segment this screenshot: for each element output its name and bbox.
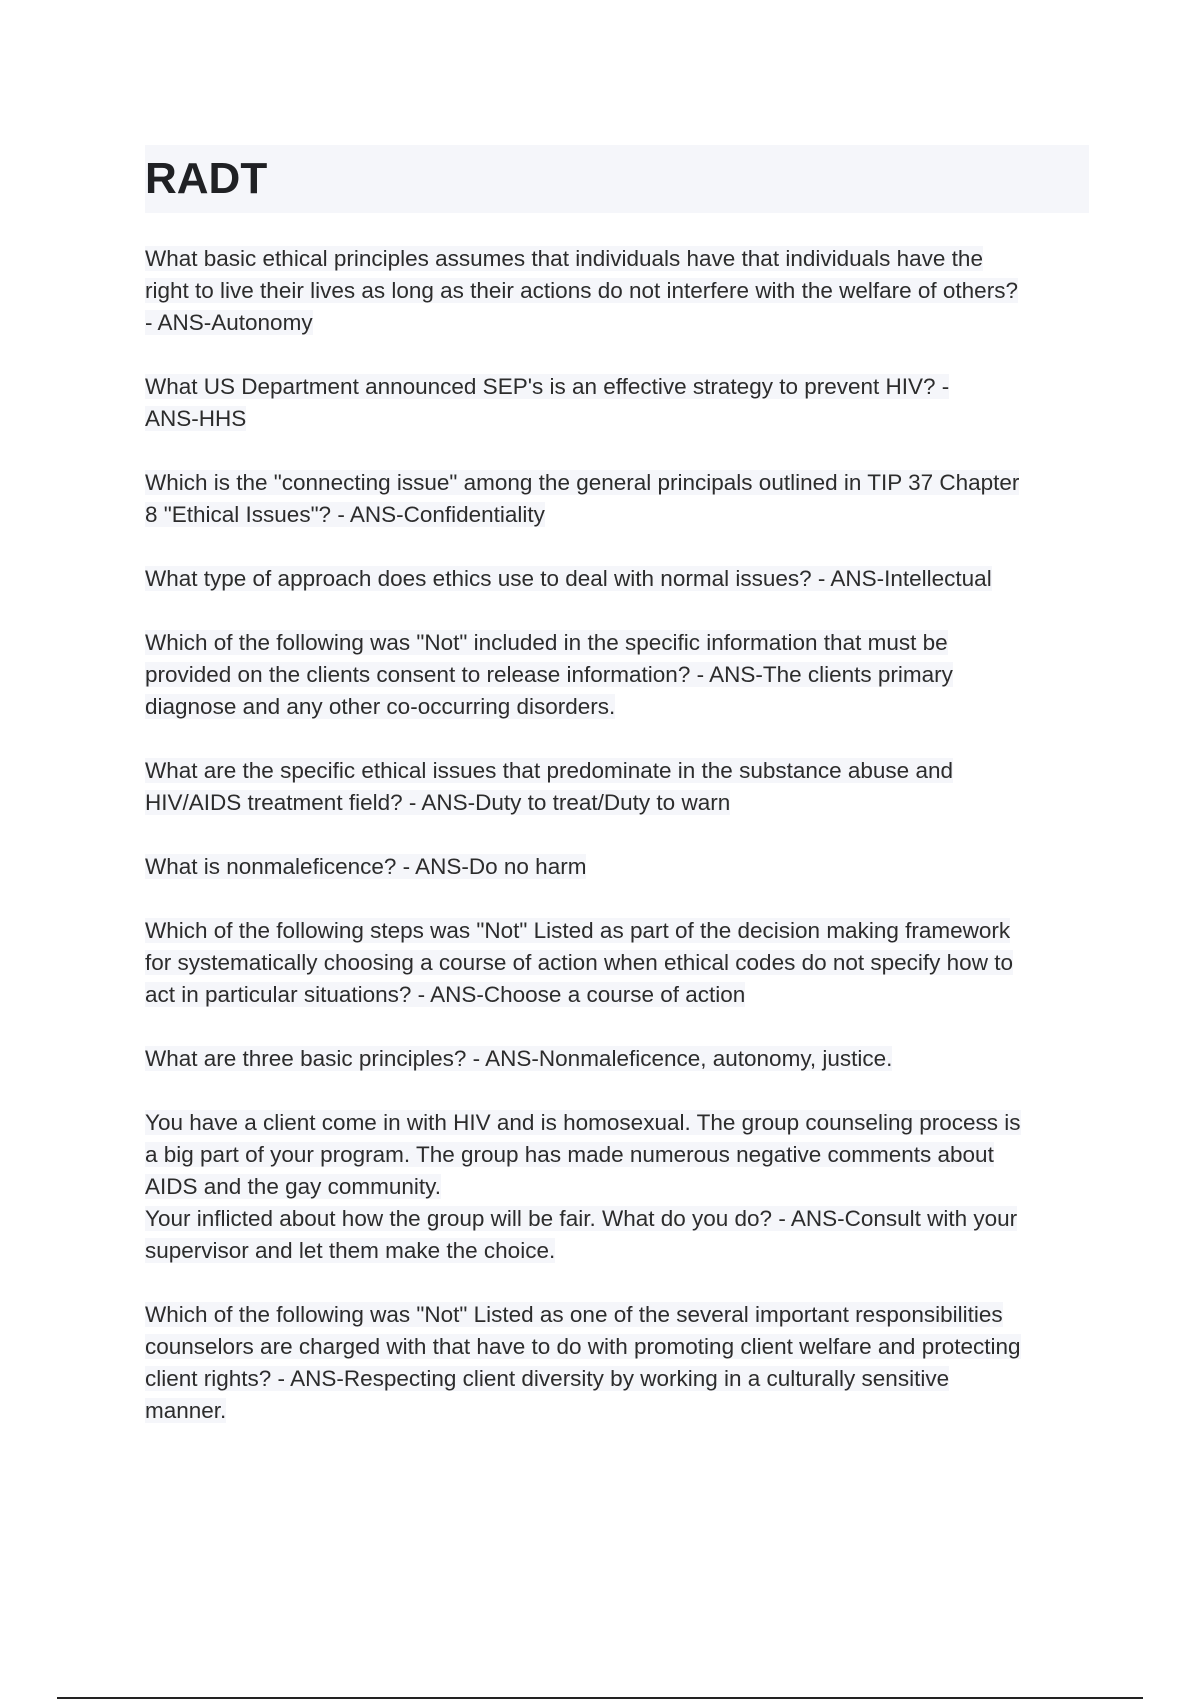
qa-line: counselors are charged with that have to do with promoting client welfare and protecting <box>145 1334 1021 1359</box>
qa-line: client rights? - ANS-Respecting client diversity by working in a culturally sensitive <box>145 1366 950 1391</box>
qa-line: provided on the clients consent to release information? - ANS-The clients primary <box>145 662 953 687</box>
qa-line: What are the specific ethical issues that predominate in the substance abuse and <box>145 758 953 783</box>
footer-rule <box>57 1697 1143 1699</box>
qa-item <box>145 1107 1089 1267</box>
qa-line: What type of approach does ethics use to deal with normal issues? - ANS-Intellectual <box>145 566 992 591</box>
qa-line: 8 "Ethical Issues"? - ANS-Confidentiality <box>145 502 545 527</box>
qa-item <box>145 1299 1089 1427</box>
qa-line: Which of the following steps was "Not" Listed as part of the decision making framework <box>145 918 1011 943</box>
qa-item <box>145 915 1089 1011</box>
qa-item <box>145 1043 1089 1075</box>
qa-item <box>145 563 1089 595</box>
qa-line: a big part of your program. The group has made numerous negative comments about <box>145 1142 994 1167</box>
qa-line: HIV/AIDS treatment field? - ANS-Duty to treat/Duty to warn <box>145 790 731 815</box>
qa-item <box>145 627 1089 723</box>
qa-line: What are three basic principles? - ANS-Nonmaleficence, autonomy, justice. <box>145 1046 893 1071</box>
qa-line: diagnose and any other co-occurring disorders. <box>145 694 616 719</box>
title-bar <box>145 145 1089 213</box>
qa-line: - ANS-Autonomy <box>145 310 313 335</box>
qa-line: supervisor and let them make the choice. <box>145 1238 556 1263</box>
qa-item <box>145 243 1089 339</box>
qa-item <box>145 755 1089 819</box>
qa-line: Your inflicted about how the group will be fair. What do you do? - ANS-Consult with your <box>145 1206 1018 1231</box>
qa-line: ANS-HHS <box>145 406 247 431</box>
qa-line: What basic ethical principles assumes that individuals have that individuals have the <box>145 246 983 271</box>
qa-line: Which is the "connecting issue" among the general principals outlined in TIP 37 Chapter <box>145 470 1020 495</box>
qa-line: act in particular situations? - ANS-Choose a course of action <box>145 982 746 1007</box>
qa-item <box>145 371 1089 435</box>
qa-line: You have a client come in with HIV and is homosexual. The group counseling process is <box>145 1110 1021 1135</box>
qa-line: for systematically choosing a course of action when ethical codes do not specify how to <box>145 950 1013 975</box>
qa-item <box>145 851 1089 883</box>
qa-line: manner. <box>145 1398 227 1423</box>
qa-line: Which of the following was "Not" Listed as one of the several important responsibilities <box>145 1302 1003 1327</box>
qa-line: right to live their lives as long as their actions do not interfere with the welfare of others? <box>145 278 1018 303</box>
qa-line: What US Department announced SEP's is an effective strategy to prevent HIV? - <box>145 374 950 399</box>
document-page <box>145 145 1089 1459</box>
qa-line: Which of the following was "Not" included in the specific information that must be <box>145 630 948 655</box>
qa-line: What is nonmaleficence? - ANS-Do no harm <box>145 854 587 879</box>
document-title: RADT <box>145 154 268 203</box>
qa-line: AIDS and the gay community. <box>145 1174 441 1199</box>
qa-item <box>145 467 1089 531</box>
qa-list <box>145 243 1089 1427</box>
